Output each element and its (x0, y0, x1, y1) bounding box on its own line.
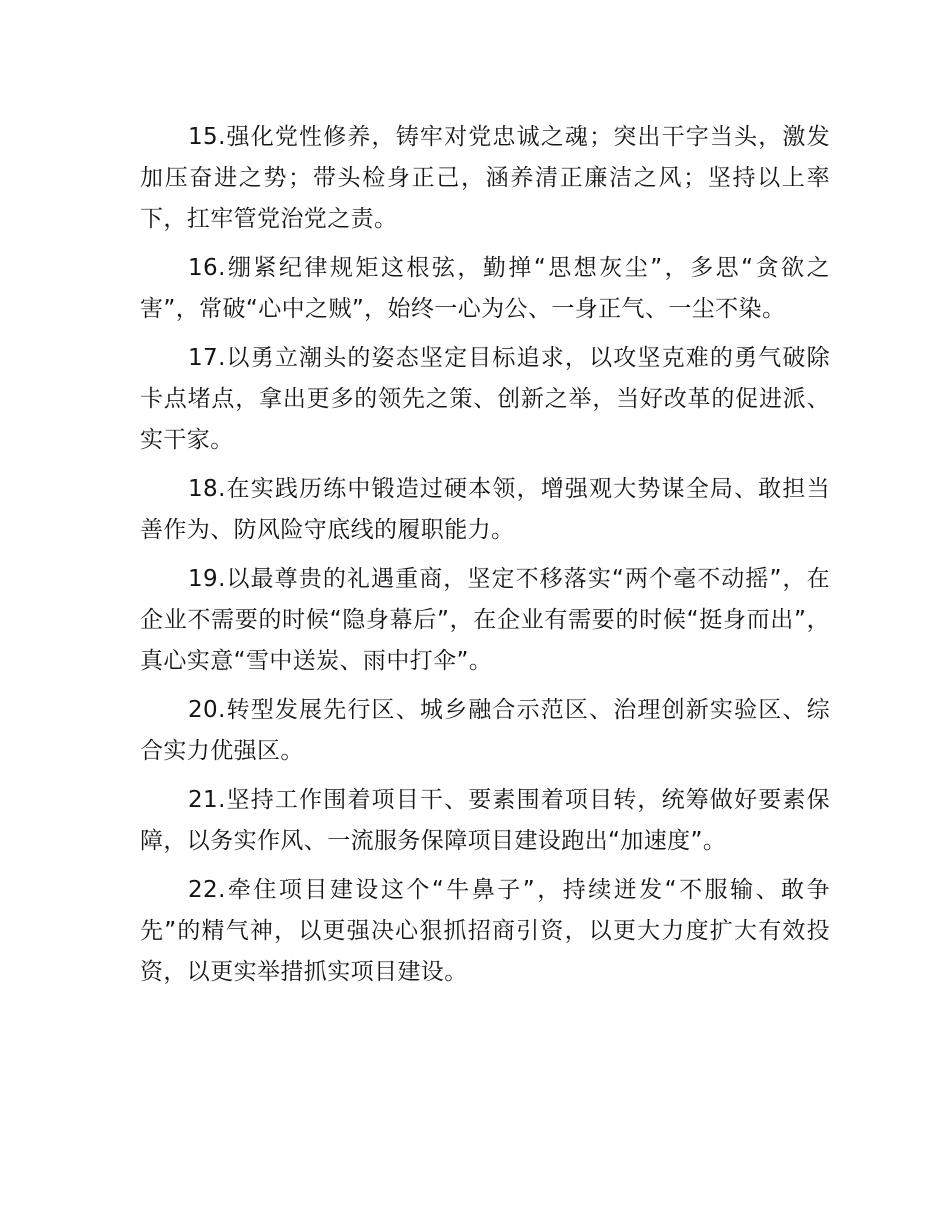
paragraph-20: 20.转型发展先行区、城乡融合示范区、治理创新实验区、综合实力优强区。 (140, 697, 830, 764)
paragraph-22: 22.牵住项目建设这个“牛鼻子”，持续迸发“不服输、敢争先”的精气神，以更强决心狠抓招商引资，以更大力度扩大有效投资，以更实举措抓实项目建设。 (140, 877, 830, 985)
paragraph-18: 18.在实践历练中锻造过硬本领，增强观大势谋全局、敢担当善作为、防风险守底线的履职能力。 (140, 476, 830, 543)
paragraph-15: 15.强化党性修养，铸牢对党忠诚之魂；突出干字当头，激发加压奋进之势；带头检身正己，涵养清正廉洁之风；坚持以上率下，扛牢管党治党之责。 (140, 124, 830, 232)
paragraph-21: 21.坚持工作围着项目干、要素围着项目转，统筹做好要素保障，以务实作风、一流服务保障项目建设跑出“加速度”。 (140, 787, 830, 854)
paragraph-16: 16.绷紧纪律规矩这根弦，勤掸“思想灰尘”，多思“贪欲之害”，常破“心中之贼”，始终一心为公、一身正气、一尘不染。 (140, 255, 830, 322)
document-body (140, 117, 830, 993)
paragraph-17: 17.以勇立潮头的姿态坚定目标追求，以攻坚克难的勇气破除卡点堵点，拿出更多的领先之策、创新之举，当好改革的促进派、实干家。 (140, 345, 830, 453)
paragraph-19: 19.以最尊贵的礼遇重商，坚定不移落实“两个毫不动摇”，在企业不需要的时候“隐身幕后”，在企业有需要的时候“挺身而出”，真心实意“雪中送炭、雨中打伞”。 (140, 566, 830, 674)
